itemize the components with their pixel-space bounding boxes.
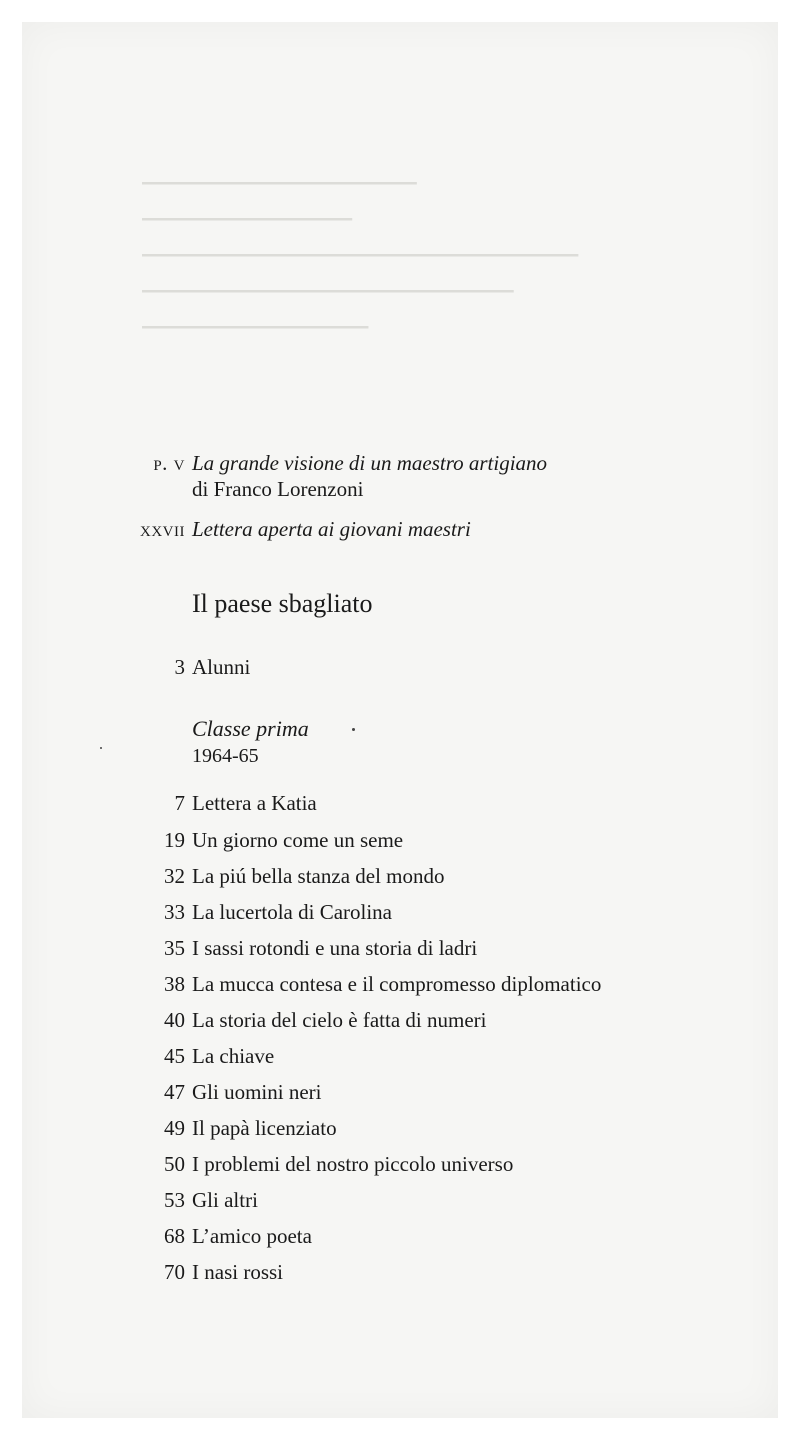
entry-title: I nasi rossi bbox=[192, 1260, 283, 1284]
page-number: 40 bbox=[164, 1008, 185, 1032]
entry-title: Alunni bbox=[192, 655, 251, 679]
entry-title: Lettera aperta ai giovani maestri bbox=[192, 517, 471, 541]
page-number: 47 bbox=[164, 1080, 185, 1104]
page-number: 70 bbox=[164, 1260, 185, 1284]
page-number: 45 bbox=[164, 1044, 185, 1068]
entry-title: La chiave bbox=[192, 1044, 275, 1068]
book-page bbox=[22, 22, 778, 1418]
entry-title: La storia del cielo è fatta di numeri bbox=[192, 1008, 487, 1032]
entry-title: Lettera a Katia bbox=[192, 791, 317, 815]
page-number: 49 bbox=[164, 1116, 185, 1140]
section-title: Il paese sbagliato bbox=[192, 589, 373, 618]
entry-title: L’amico poeta bbox=[192, 1224, 312, 1248]
entry-title: La piú bella stanza del mondo bbox=[192, 864, 445, 888]
page-number: p. v bbox=[153, 451, 185, 475]
entry-title: I problemi del nostro piccolo universo bbox=[192, 1152, 514, 1176]
page-number: 38 bbox=[164, 972, 185, 996]
entry-title: Un giorno come un seme bbox=[192, 828, 404, 852]
dust-speck bbox=[100, 747, 102, 749]
entry-title: La grande visione di un maestro artigiano bbox=[192, 451, 548, 475]
page-number: 19 bbox=[164, 828, 185, 852]
page-number: 35 bbox=[164, 936, 185, 960]
entry-title: Gli altri bbox=[192, 1188, 258, 1212]
page-number: xxvii bbox=[140, 517, 185, 541]
show-through-texture: ▔▔▔▔▔▔▔▔▔▔▔▔▔▔▔▔▔ ▔▔▔▔▔▔▔▔▔▔▔▔▔ ▔▔▔▔▔▔▔▔▔▔▔▔▔▔▔▔▔▔▔▔▔▔▔▔▔▔▔ ▔▔▔▔▔▔▔▔▔▔▔▔▔▔▔▔▔▔▔▔▔▔▔ ▔▔▔▔▔▔▔▔▔▔▔▔▔▔ bbox=[142, 182, 579, 350]
entry-author: di Franco Lorenzoni bbox=[192, 477, 364, 501]
page-number: 32 bbox=[164, 864, 185, 888]
page-number: 7 bbox=[174, 791, 185, 815]
entry-title: I sassi rotondi e una storia di ladri bbox=[192, 936, 478, 960]
subsection-title: Classe prima bbox=[192, 716, 309, 741]
page-number: 33 bbox=[164, 900, 185, 924]
page-number: 68 bbox=[164, 1224, 185, 1248]
entry-title: La mucca contesa e il compromesso diplomatico bbox=[192, 972, 602, 996]
entry-title: Il papà licenziato bbox=[192, 1116, 337, 1140]
page-number: 3 bbox=[174, 655, 185, 679]
page-number: 50 bbox=[164, 1152, 185, 1176]
page-number: 53 bbox=[164, 1188, 185, 1212]
dust-speck bbox=[352, 728, 355, 731]
subsection-years: 1964-65 bbox=[192, 745, 259, 767]
entry-title: La lucertola di Carolina bbox=[192, 900, 393, 924]
entry-title: Gli uomini neri bbox=[192, 1080, 322, 1104]
